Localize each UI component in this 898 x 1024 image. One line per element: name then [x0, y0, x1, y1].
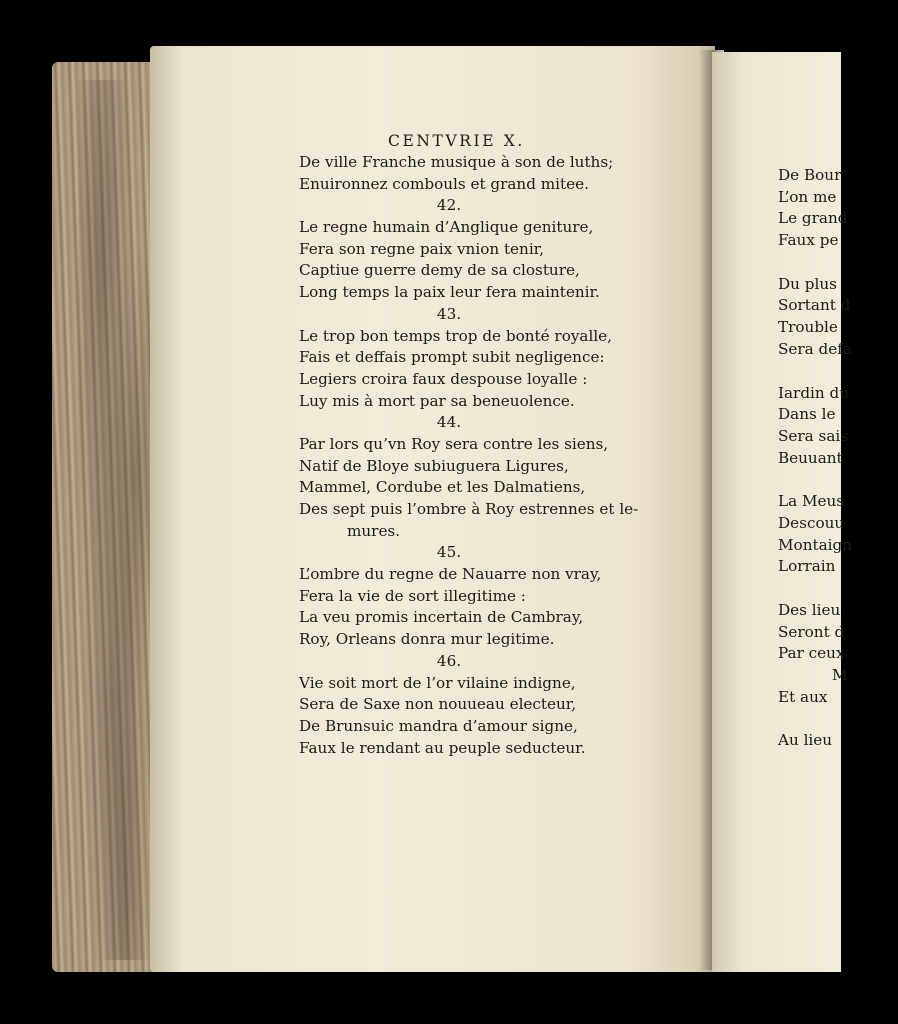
fragment-number: M	[832, 666, 848, 685]
verse-line: Long temps la paix leur fera maintenir.	[299, 283, 600, 302]
verse-line: Sera de Saxe non nouueau electeur,	[299, 695, 577, 714]
verse-line: Enuironnez combouls et grand mitee.	[299, 174, 589, 193]
fragment-line: Sera defa	[778, 339, 852, 358]
fragment-line: La Meus	[778, 492, 845, 511]
verse-line: L’ombre du regne de Nauarre non vray,	[299, 565, 602, 584]
fragment-line: Du plus	[778, 274, 837, 293]
stanza-gap	[778, 361, 898, 383]
fragment-line: Sortant d	[778, 296, 851, 315]
verse-line: De ville Franche musique à son de luths;	[299, 153, 614, 171]
stanza-gap	[778, 469, 898, 491]
stanza-gap	[778, 578, 898, 600]
fragment-line: Faux pe	[778, 231, 839, 250]
fragment-line: Beuuant	[778, 448, 843, 467]
quatrain-number: 42.	[436, 196, 462, 215]
fragment-line: Le grand	[778, 209, 848, 228]
quatrain-number: 43.	[436, 304, 462, 323]
fragment-line: De Bour	[778, 166, 842, 184]
verse-line: Legiers croira faux despouse loyalle :	[299, 369, 588, 388]
fragment-line: Sera sais	[778, 426, 849, 445]
verse-line: Des sept puis l’ombre à Roy estrennes et le-	[299, 500, 639, 518]
fragment-line: L’on me	[778, 187, 837, 206]
quatrain-number: 46.	[436, 651, 462, 670]
fragment-line: Trouble	[778, 318, 838, 337]
fragment-line: Au lieu	[778, 731, 833, 750]
stanza-gap	[778, 252, 898, 274]
verse-line: Roy, Orleans donra mur legitime.	[299, 630, 555, 649]
verse-line: Par lors qu’vn Roy sera contre les siens,	[299, 434, 609, 453]
stanza-gap	[778, 708, 898, 730]
verse-line: Luy mis à mort par sa beneuolence.	[299, 391, 575, 410]
fragment-line: Lorrain	[778, 557, 836, 576]
verse-line: Vie soit mort de l’or vilaine indigne,	[299, 673, 576, 692]
quatrain-number: 45.	[436, 543, 462, 562]
verse-line: Fais et deffais prompt subit negligence:	[299, 348, 605, 367]
marbled-edge-pattern	[78, 80, 158, 960]
verse-line: La veu promis incertain de Cambray,	[299, 608, 584, 627]
verse-line: Fera la vie de sort illegitime :	[299, 586, 526, 605]
verse-line: Faux le rendant au peuple seducteur.	[299, 738, 586, 757]
running-head: CENTVRIE X.	[388, 132, 525, 150]
fragment-line: Seront d	[778, 622, 845, 641]
fragment-line: Montaign	[778, 535, 852, 554]
verse-line: De Brunsuic mandra d’amour signe,	[299, 716, 578, 735]
fragment-line: Des lieu	[778, 601, 841, 619]
verse-line: Captiue guerre demy de sa closture,	[299, 261, 580, 280]
verse-line: Mammel, Cordube et les Dalmatiens,	[299, 478, 586, 497]
right-page-text	[778, 165, 898, 752]
fragment-line: Et aux	[778, 687, 828, 706]
verse-continuation: mures.	[347, 521, 401, 540]
fragment-line: Iardin du	[778, 383, 850, 402]
verse-line: Le trop bon temps trop de bonté royalle,	[299, 326, 612, 345]
fragment-line: Par ceux	[778, 644, 845, 663]
verse-line: Natif de Bloye subiuguera Ligures,	[299, 456, 569, 475]
left-page-text	[299, 152, 639, 759]
verse-line: Fera son regne paix vnion tenir,	[299, 239, 545, 258]
fragment-line: Descouu	[778, 513, 845, 532]
quatrain-number: 44.	[436, 413, 462, 432]
verse-line: Le regne humain d’Anglique geniture,	[299, 218, 594, 237]
fragment-line: Dans le	[778, 405, 836, 424]
